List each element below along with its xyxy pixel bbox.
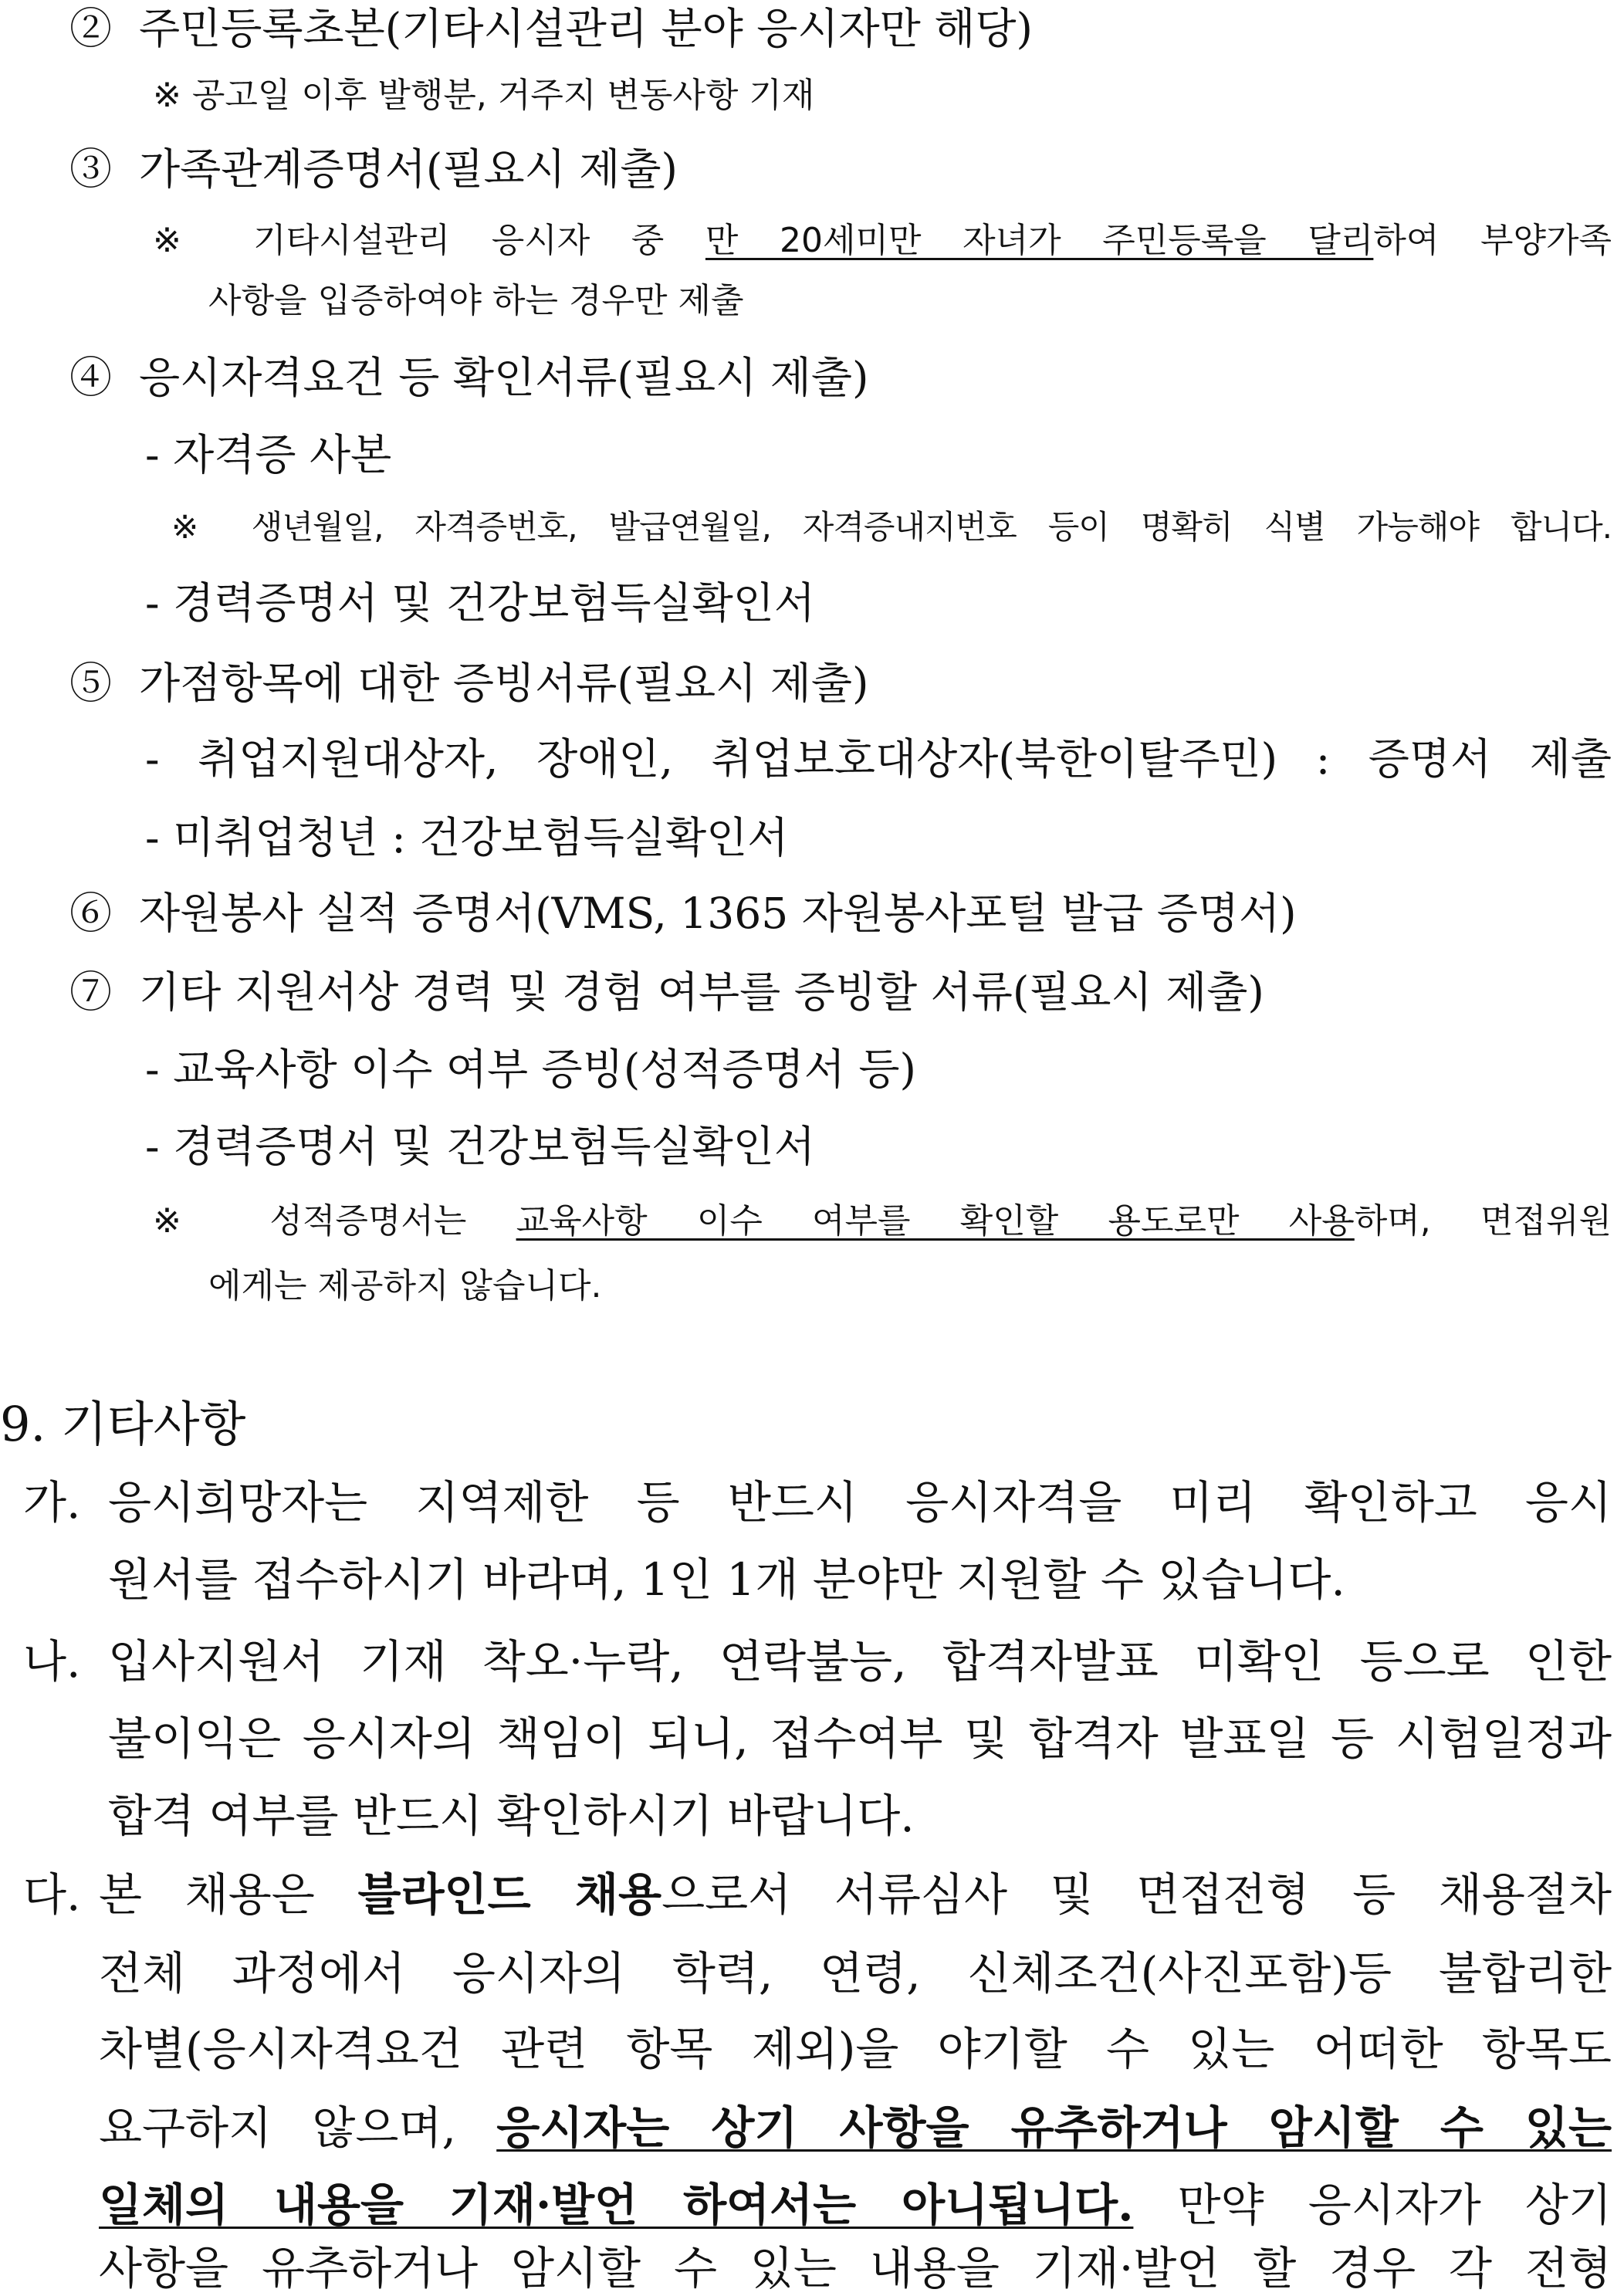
para-label-da: 다. — [23, 1868, 81, 1921]
note-continuation: 에게는 제공하지 않습니다. — [208, 1266, 602, 1305]
section-title: 9. 기타사항 — [0, 1396, 246, 1452]
para-da-line6: 사항을 유추하거나 암시할 수 있는 내용을 기재·발언 할 경우 각 전형 — [99, 2242, 1612, 2294]
note-line — [153, 221, 1612, 262]
note-underlined: 교육사항 이수 여부를 확인할 용도로만 사용 — [516, 1201, 1355, 1241]
para-ga-line1: 응시희망자는 지역제한 등 반드시 응시자격을 미리 확인하고 응시 — [108, 1476, 1612, 1529]
item-text: 자원봉사 실적 증명서(VMS, 1365 자원봉사포털 발급 증명서) — [138, 889, 1297, 938]
dash-item: - 경력증명서 및 건강보험득실확인서 — [145, 1122, 815, 1171]
item-text: 주민등록초본(기타시설관리 분야 응시자만 해당) — [138, 4, 1033, 53]
item-marker: ② — [69, 4, 113, 53]
note-line — [153, 1201, 1612, 1242]
item-marker: ③ — [69, 144, 113, 194]
item-6 — [69, 888, 1297, 939]
note-line: ※ 생년월일, 자격증번호, 발급연월일, 자격증내지번호 등이 명확히 식별 가능해야 합니다. — [171, 508, 1612, 546]
note-pre: ※ 기타시설관리 응시자 중 — [153, 221, 705, 260]
para-label-ga: 가. — [23, 1476, 81, 1529]
para-na-line1: 입사지원서 기재 착오·누락, 연락불능, 합격자발표 미확인 등으로 인한 — [108, 1635, 1612, 1688]
para-da-line3: 차별(응시자격요건 관련 항목 제외)을 야기할 수 있는 어떠한 항목도 — [99, 2023, 1612, 2075]
bold-phrase: 블라인드 채용 — [357, 1868, 662, 1921]
item-marker: ④ — [69, 353, 113, 402]
item-text: 기타 지원서상 경력 및 경험 여부를 증빙할 서류(필요시 제출) — [138, 967, 1264, 1017]
item-text: 가족관계증명서(필요시 제출) — [138, 144, 678, 194]
bold-underlined-phrase: 응시자는 상기 사항을 유추하거나 암시할 수 있는 — [496, 2101, 1612, 2154]
note-pre: ※ 성적증명서는 — [153, 1201, 516, 1241]
item-4 — [69, 352, 868, 403]
item-5 — [69, 658, 868, 709]
note-underlined: 만 20세미만 자녀가 주민등록을 달리 — [705, 221, 1374, 260]
item-marker: ⑤ — [69, 659, 113, 708]
dash-item: - 경력증명서 및 건강보험득실확인서 — [145, 578, 815, 628]
note-post: 하며, 면접위원 — [1354, 1201, 1612, 1241]
item-marker: ⑥ — [69, 889, 113, 938]
dash-item: - 미취업청년 : 건강보험득실확인서 — [145, 813, 789, 862]
item-marker: ⑦ — [69, 967, 113, 1017]
note-line: ※ 공고일 이후 발행분, 거주지 변동사항 기재 — [153, 76, 815, 115]
item-7 — [69, 967, 1264, 1018]
para-da-line1: 본 채용은 블라인드 채용으로서 서류심사 및 면접전형 등 채용절차 — [99, 1868, 1612, 1921]
item-text: 응시자격요건 등 확인서류(필요시 제출) — [138, 353, 869, 402]
para-da-line4: 요구하지 않으며, 응시자는 상기 사항을 유추하거나 암시할 수 있는 — [99, 2101, 1612, 2154]
para-ga-line2: 원서를 접수하시기 바라며, 1인 1개 분야만 지원할 수 있습니다. — [108, 1553, 1345, 1606]
bold-underlined-phrase: 일체의 내용을 기재·발언 하여서는 아니됩니다. — [99, 2179, 1134, 2231]
note-post: 하여 부양가족 — [1373, 221, 1612, 260]
item-2 — [69, 3, 1033, 54]
dash-item: - 자격증 사본 — [145, 430, 392, 479]
para-na-line2: 불이익은 응시자의 책임이 되니, 접수여부 및 합격자 발표일 등 시험일정과 — [108, 1712, 1612, 1765]
dash-item: - 교육사항 이수 여부 증빙(성적증명서 등) — [145, 1045, 916, 1094]
note-continuation: 사항을 입증하여야 하는 경우만 제출 — [208, 281, 744, 320]
dash-item: - 취업지원대상자, 장애인, 취업보호대상자(북한이탈주민) : 증명서 제출 — [145, 734, 1612, 784]
item-text: 가점항목에 대한 증빙서류(필요시 제출) — [138, 659, 869, 708]
para-na-line3: 합격 여부를 반드시 확인하시기 바랍니다. — [108, 1790, 915, 1842]
para-da-line2: 전체 과정에서 응시자의 학력, 연령, 신체조건(사진포함)등 불합리한 — [99, 1947, 1612, 2000]
para-label-na: 나. — [23, 1635, 81, 1688]
item-3 — [69, 144, 678, 195]
para-da-line5: 일체의 내용을 기재·발언 하여서는 아니됩니다. 만약 응시자가 상기 — [99, 2179, 1612, 2231]
